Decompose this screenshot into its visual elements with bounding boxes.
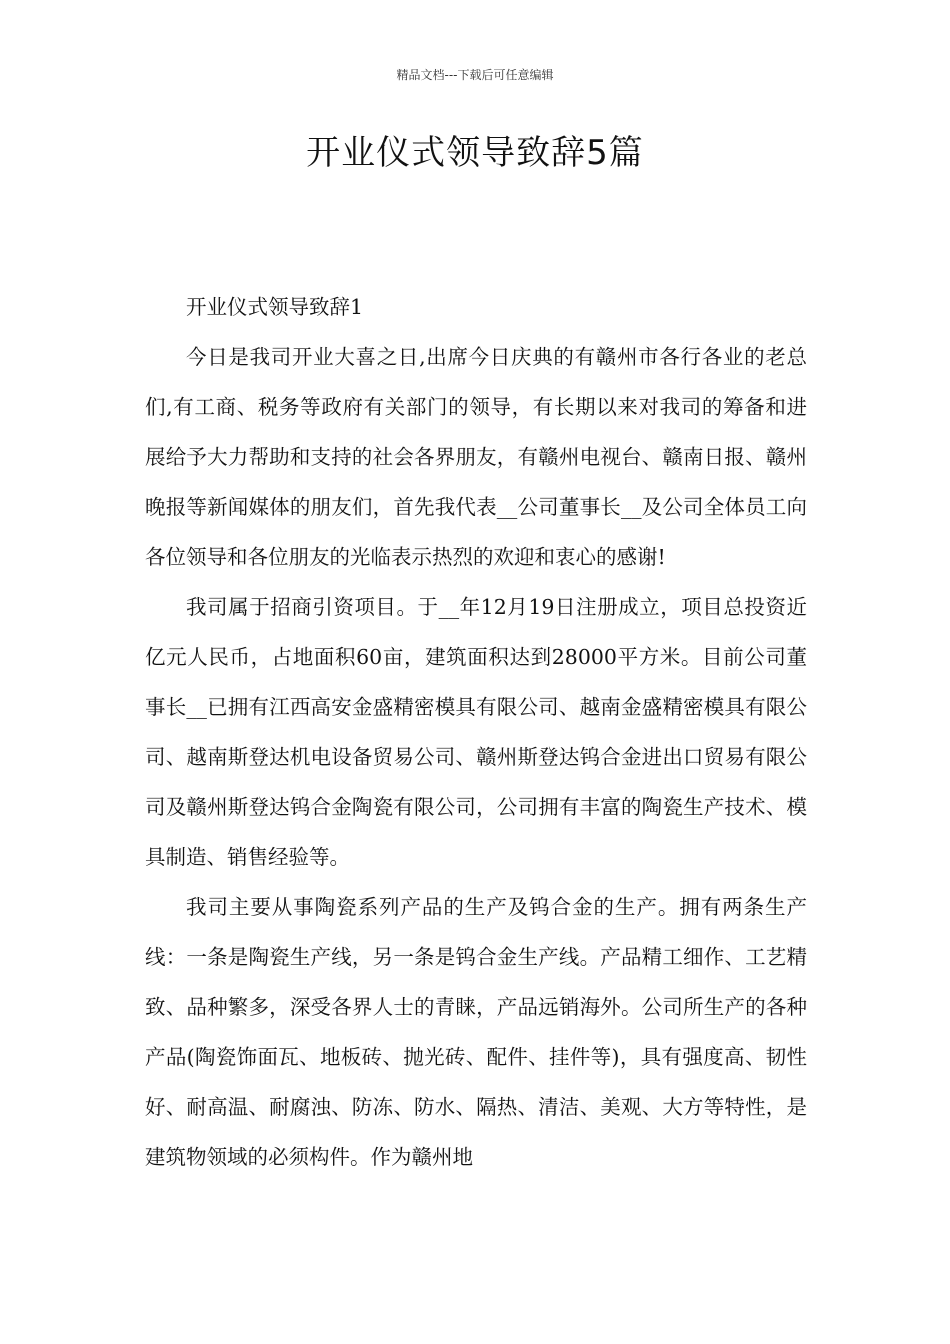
paragraph-1: 今日是我司开业大喜之日,出席今日庆典的有赣州市各行各业的老总们,有工商、税务等政府有关部门的领导，有长期以来对我司的筹备和进展给予大力帮助和支持的社会各界朋友，有赣州电视台、赣南日报、赣州晚报等新闻媒体的朋友们，首先我代表__公司董事长__及公司全体员工向各位领导和各位朋友的光临表示热烈的欢迎和衷心的感谢! <box>145 345 807 569</box>
paragraph-3: 我司主要从事陶瓷系列产品的生产及钨合金的生产。拥有两条生产线：一条是陶瓷生产线，另一条是钨合金生产线。产品精工细作、工艺精致、品种繁多，深受各界人士的青睐，产品远销海外。公司所生产的各种产品(陶瓷饰面瓦、地板砖、抛光砖、配件、挂件等)，具有强度高、韧性好、耐高温、耐腐浊、防冻、防水、隔热、清洁、美观、大方等特性，是建筑物领域的必须构件。作为赣州地 <box>145 895 807 1169</box>
paragraph-2: 我司属于招商引资项目。于__年12月19日注册成立，项目总投资近亿元人民币，占地面积60亩，建筑面积达到28000平方米。目前公司董事长__已拥有江西高安金盛精密模具有限公司、越南金盛精密模具有限公司、越南斯登达机电设备贸易公司、赣州斯登达钨合金进出口贸易有限公司及赣州斯登达钨合金陶瓷有限公司，公司拥有丰富的陶瓷生产技术、模具制造、销售经验等。 <box>145 595 807 869</box>
document-title: 开业仪式领导致辞5篇 <box>306 133 644 173</box>
document-body <box>145 282 807 1182</box>
page-header-note: 精品文档---下载后可任意编辑 <box>396 68 554 82</box>
section-heading: 开业仪式领导致辞1 <box>186 295 364 319</box>
